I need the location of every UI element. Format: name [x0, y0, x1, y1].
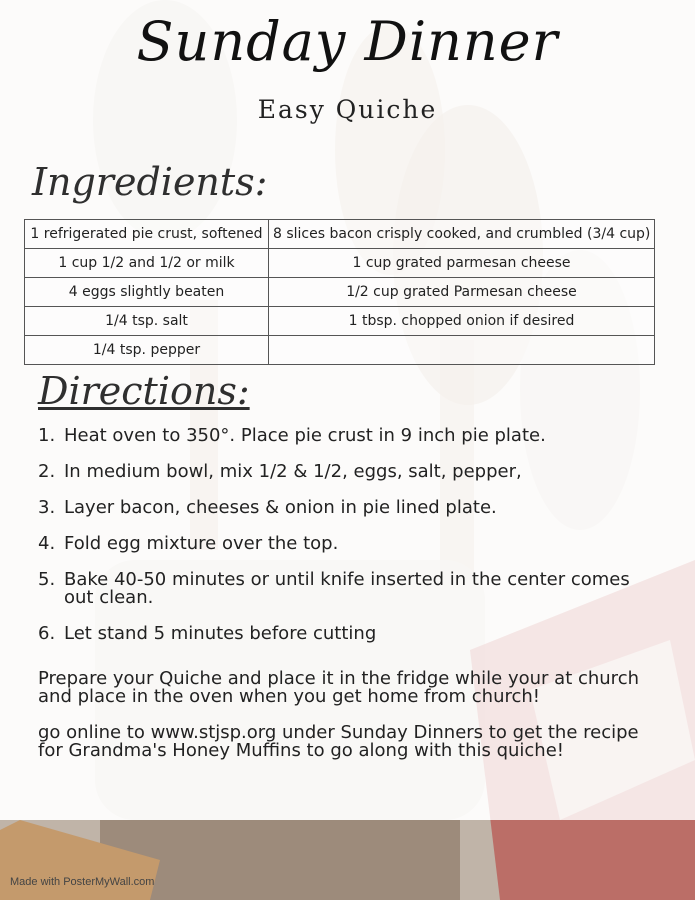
directions-list [38, 427, 663, 661]
postermywall-watermark: Made with PosterMyWall.com [10, 876, 155, 888]
page-title: Sunday Dinner [136, 10, 559, 73]
ingredient-cell: 1 tbsp. chopped onion if desired [269, 307, 655, 336]
step-text: Bake 40-50 minutes or until knife inserted in the center comes out clean. [64, 569, 630, 608]
ingredients-row [25, 278, 655, 307]
fridge-note: Prepare your Quiche and place it in the fridge while your at church and place in the oven when you get home from church! [38, 668, 639, 707]
ingredient-cell [269, 336, 655, 365]
direction-step [38, 463, 663, 481]
direction-step [38, 427, 663, 445]
direction-step [38, 625, 663, 643]
ingredients-table [24, 219, 655, 365]
ingredients-heading: Ingredients: [32, 160, 268, 204]
direction-step [38, 535, 663, 553]
ingredient-cell: 1 refrigerated pie crust, softened [25, 220, 269, 249]
ingredient-cell: 1 cup 1/2 and 1/2 or milk [25, 249, 269, 278]
step-text: Fold egg mixture over the top. [64, 533, 339, 554]
recipe-subtitle: Easy Quiche [257, 95, 438, 124]
step-number: 5. [38, 569, 56, 590]
step-number: 6. [38, 623, 56, 644]
ingredients-row [25, 249, 655, 278]
ingredient-cell: 1/4 tsp. salt [25, 307, 269, 336]
step-number: 1. [38, 425, 56, 446]
ingredient-cell: 1/2 cup grated Parmesan cheese [269, 278, 655, 307]
step-text: Let stand 5 minutes before cutting [64, 623, 377, 644]
ingredient-cell: 4 eggs slightly beaten [25, 278, 269, 307]
step-number: 4. [38, 533, 56, 554]
step-text: Layer bacon, cheeses & onion in pie lined plate. [64, 497, 497, 518]
step-text: Heat oven to 350°. Place pie crust in 9 inch pie plate. [64, 425, 546, 446]
website-note: go online to www.stjsp.org under Sunday Dinners to get the recipe for Grandma's Honey Muffins to go along with this quiche! [38, 722, 639, 761]
ingredients-row [25, 307, 655, 336]
ingredient-cell: 1 cup grated parmesan cheese [269, 249, 655, 278]
direction-step [38, 571, 663, 607]
step-number: 3. [38, 497, 56, 518]
direction-step [38, 499, 663, 517]
directions-heading: Directions: [38, 369, 250, 413]
step-text: In medium bowl, mix 1/2 & 1/2, eggs, salt, pepper, [64, 461, 522, 482]
ingredient-cell: 8 slices bacon crisply cooked, and crumbled (3/4 cup) [269, 220, 655, 249]
ingredients-row [25, 336, 655, 365]
ingredient-cell: 1/4 tsp. pepper [25, 336, 269, 365]
ingredients-row [25, 220, 655, 249]
step-number: 2. [38, 461, 56, 482]
